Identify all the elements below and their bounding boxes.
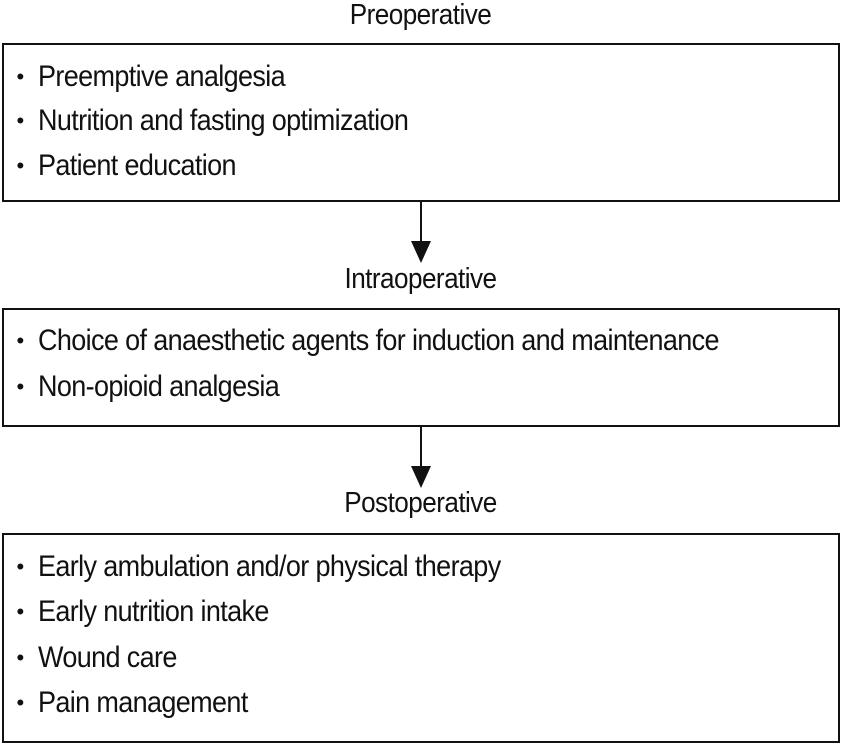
phase-box-preoperative	[2, 43, 840, 202]
list-item-label: Early nutrition intake	[38, 595, 269, 628]
bullet-icon: •	[16, 690, 24, 715]
list-item-label: Preemptive analgesia	[38, 60, 286, 93]
list-item	[4, 638, 192, 678]
phase-box-intraoperative	[2, 308, 840, 427]
list-item-label: Wound care	[38, 641, 177, 674]
bullet-icon: •	[16, 645, 24, 670]
list-item-label: Patient education	[38, 149, 236, 182]
bullet-icon: •	[16, 153, 24, 178]
list-item	[4, 592, 294, 632]
list-item-label: Non-opioid analgesia	[38, 370, 280, 403]
list-item-label: Nutrition and fasting optimization	[38, 104, 409, 137]
phase-box-postoperative	[2, 533, 840, 743]
bullet-icon: •	[16, 599, 24, 624]
list-item-label: Early ambulation and/or physical therapy	[38, 550, 501, 583]
arrow-down-icon	[410, 201, 432, 265]
list-item	[4, 367, 306, 407]
list-item	[4, 321, 795, 361]
phase-title-intraoperative: Intraoperative	[344, 263, 497, 295]
bullet-icon: •	[16, 554, 24, 579]
list-item	[4, 101, 449, 141]
list-item	[4, 683, 271, 723]
list-item	[4, 146, 258, 186]
list-item-label: Pain management	[38, 686, 248, 719]
bullet-icon: •	[16, 108, 24, 133]
phase-title-postoperative: Postoperative	[344, 487, 497, 519]
list-item	[4, 57, 313, 97]
bullet-icon: •	[16, 374, 24, 399]
bullet-icon: •	[16, 64, 24, 89]
arrow-down-icon	[410, 426, 432, 490]
list-item-label: Choice of anaesthetic agents for induction and maintenance	[38, 324, 719, 357]
list-item	[4, 547, 552, 587]
phase-title-preoperative: Preoperative	[349, 0, 492, 31]
bullet-icon: •	[16, 328, 24, 353]
